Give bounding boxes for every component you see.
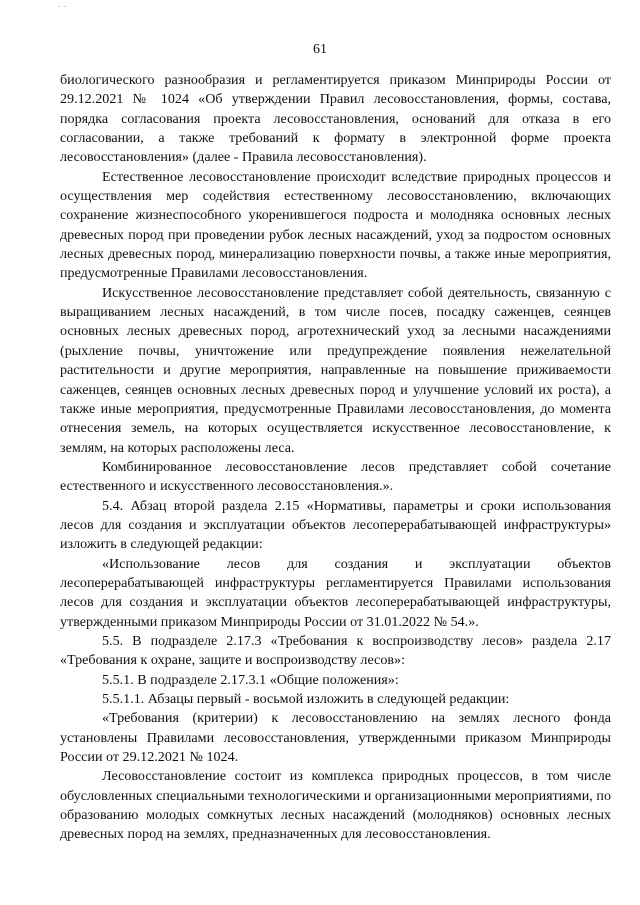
- document-body: [60, 71, 611, 845]
- paragraph-clause-5-4: 5.4. Абзац второй раздела 2.15 «Нормативы, параметры и сроки использования лесов для создания и эксплуатации объектов лесоперерабатывающей инфраструктуры» изложить в следующей редакции:: [60, 497, 611, 553]
- paragraph-continuation: биологического разнообразия и регламентируется приказом Минприроды России от 29.12.2021 № 1024 «Об утверждении Правил лесовосстановления, формы, состава, порядка согласования проекта лесовосстановления, оснований для отказа в его согласовании, а также требований к формату в электронной форме проекта лесовосстановления» (далее - Правила лесовосстановления).: [60, 72, 611, 166]
- paragraph-requirements-quote: «Требования (критерии) к лесовосстановлению на землях лесного фонда установлены Правилами лесовосстановления, утвержденными приказом Минприроды России от 29.12.2021 № 1024.: [60, 710, 611, 766]
- scan-mark: - -: [58, 2, 68, 10]
- paragraph-clause-5-4-quote: «Использование лесов для создания и эксплуатации объектов лесоперерабатывающей инфраструктуры регламентируется Правилами использования лесов для создания и эксплуатации объектов лесоперерабатывающей инфраструктуры, утвержденными приказом Минприроды России от 31.01.2022 № 54.».: [60, 555, 611, 630]
- paragraph-artificial-reforestation: Искусственное лесовосстановление представляет собой деятельность, связанную с выращиванием лесных насаждений, в том числе посев, посадку саженцев, сеянцев основных лесных древесных пород, агротехнический уход за лесными насаждениями (рыхление почвы, уничтожение или предупреждение появления нежелательной растительности и другие мероприятия, направленные на повышение приживаемости саженцев, сеянцев основных лесных древесных пород и улучшение условий их роста), а также иные мероприятия, предусмотренные Правилами лесовосстановления, до момента отнесения земель, на которых осуществляется искусственное лесовосстановление, к землям, на которых расположены леса.: [60, 284, 611, 456]
- paragraph-clause-5-5-1: 5.5.1. В подразделе 2.17.3.1 «Общие положения»:: [102, 671, 399, 688]
- page-number: 61: [313, 42, 327, 57]
- paragraph-clause-5-5-1-1: 5.5.1.1. Абзацы первый - восьмой изложить в следующей редакции:: [102, 691, 510, 707]
- paragraph-reforestation-definition: Лесовосстановление состоит из комплекса природных процессов, в том числе обусловленных специальными технологическими и организационными мероприятиями, по образованию молодых сомкнутых лесных насаждений (молодняков) основных лесных древесных пород на землях, предназначенных для лесовосстановления.: [60, 768, 611, 843]
- paragraph-natural-reforestation: Естественное лесовосстановление происходит вследствие природных процессов и осуществления мер содействия естественному лесовосстановлению, включающих сохранение жизнеспособного укоренившегося подроста и молодняка основных лесных древесных пород при проведении рубок лесных насаждений, уход за подростом основных лесных древесных пород, минерализацию поверхности почвы, а также иные мероприятия, предусмотренные Правилами лесовосстановления.: [60, 168, 611, 282]
- paragraph-combined-reforestation: Комбинированное лесовосстановление лесов представляет собой сочетание естественного и искусственного лесовосстановления.».: [60, 458, 611, 495]
- paragraph-clause-5-5: 5.5. В подразделе 2.17.3 «Требования к воспроизводству лесов» раздела 2.17 «Требования к охране, защите и воспроизводству лесов»:: [60, 632, 611, 669]
